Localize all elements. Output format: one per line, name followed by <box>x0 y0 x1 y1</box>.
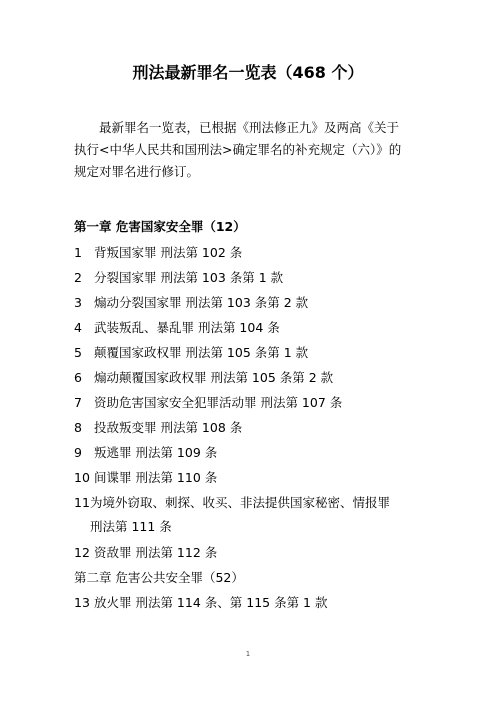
list-item <box>74 493 426 537</box>
item-number: 1 <box>74 245 82 260</box>
list-item <box>74 243 242 263</box>
item-text-line-2: 刑法第 111 条 <box>90 519 172 534</box>
item-number: 6 <box>74 370 82 385</box>
item-text: 资助危害国家安全犯罪活动罪 刑法第 107 条 <box>93 395 343 410</box>
item-text: 煽动颠覆国家政权罪 刑法第 105 条第 2 款 <box>93 370 334 385</box>
item-number: 3 <box>74 295 82 310</box>
item-text: 投敌叛变罪 刑法第 108 条 <box>93 420 243 435</box>
item-text: 背叛国家罪 刑法第 102 条 <box>93 245 243 260</box>
list-item <box>74 443 217 463</box>
item-text: 颠覆国家政权罪 刑法第 105 条第 1 款 <box>93 345 309 360</box>
list-item <box>74 318 280 338</box>
item-number: 13 <box>74 595 90 610</box>
item-number: 5 <box>74 345 82 360</box>
item-text: 叛逃罪 刑法第 109 条 <box>93 445 218 460</box>
intro-line-1: 最新罪名一览表，已根据《刑法修正九》及两高《关于 <box>99 120 400 135</box>
page-number: 1 <box>245 650 251 658</box>
chapter-2-heading: 第二章 危害公共安全罪（52） <box>74 570 244 585</box>
item-number: 2 <box>74 270 82 285</box>
item-text-line-1: 为境外窃取、刺探、收买、非法提供国家秘密、情报罪 <box>90 495 391 510</box>
list-item <box>74 593 327 613</box>
list-item <box>74 418 242 438</box>
intro-line-2: 执行<中华人民共和国刑法>确定罪名的补充规定（六）》的 <box>74 142 402 157</box>
item-number: 11 <box>74 495 90 510</box>
item-number: 4 <box>74 320 82 335</box>
item-text: 武装叛乱、暴乱罪 刑法第 104 条 <box>93 320 280 335</box>
list-item <box>74 343 308 363</box>
list-item <box>74 468 217 488</box>
list-item <box>74 543 217 563</box>
intro-line-3: 规定对罪名进行修订。 <box>74 164 200 179</box>
item-text: 间谍罪 刑法第 110 条 <box>93 470 218 485</box>
item-text: 分裂国家罪 刑法第 103 条第 1 款 <box>93 270 284 285</box>
list-item <box>74 268 283 288</box>
item-number: 8 <box>74 420 82 435</box>
item-text: 煽动分裂国家罪 刑法第 103 条第 2 款 <box>93 295 309 310</box>
page-title: 刑法最新罪名一览表（468 个） <box>132 63 364 82</box>
item-number: 7 <box>74 395 82 410</box>
item-text: 资敌罪 刑法第 112 条 <box>93 545 218 560</box>
list-item <box>74 368 333 388</box>
item-number: 12 <box>74 545 90 560</box>
list-item <box>74 393 342 413</box>
chapter-1-heading: 第一章 危害国家安全罪（12） <box>74 219 246 234</box>
item-text: 放火罪 刑法第 114 条、第 115 条第 1 款 <box>93 595 328 610</box>
list-item <box>74 293 308 313</box>
item-number: 10 <box>74 470 90 485</box>
item-number: 9 <box>74 445 82 460</box>
